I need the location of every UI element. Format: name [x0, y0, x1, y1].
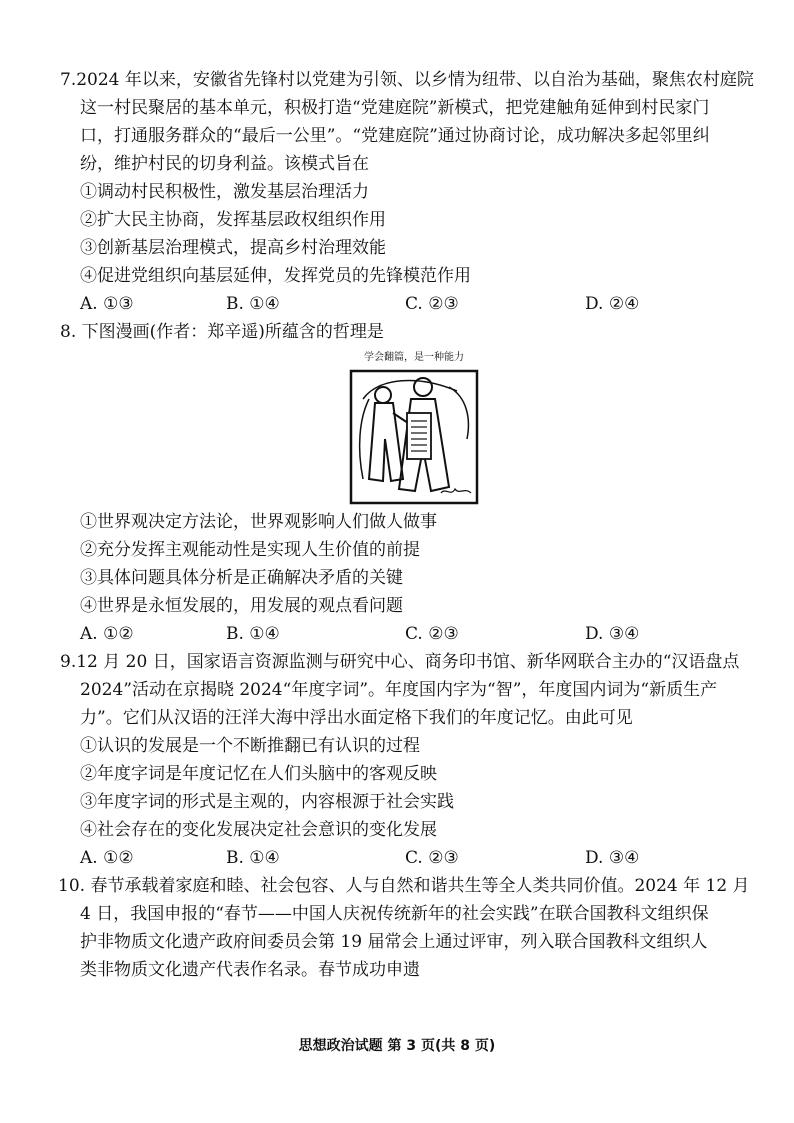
q10-stem-line-4: 类非物质文化遗产代表作名录。春节成功申遗 [80, 960, 420, 980]
q9-option-a: A. ①② [80, 848, 134, 868]
q7-item-1: ①调动村民积极性，激发基层治理活力 [80, 182, 369, 202]
q8-item-3: ③具体问题具体分析是正确解决矛盾的关键 [80, 568, 403, 588]
q7-stem-line-3: 口，打通服务群众的“最后一公里”。“党建庭院”通过协商讨论，成功解决多起邻里纠 [80, 126, 710, 146]
q8-option-c: C. ②③ [405, 624, 459, 644]
q7-item-4: ④促进党组织向基层延伸，发挥党员的先锋模范作用 [80, 266, 471, 286]
q7-stem-line-2: 这一村民聚居的基本单元，积极打造“党建庭院”新模式，把党建触角延伸到村民家门 [80, 98, 710, 118]
q9-item-4: ④社会存在的变化发展决定社会意识的变化发展 [80, 820, 437, 840]
page-footer: 思想政治试题 第 3 页(共 8 页) [298, 1038, 496, 1054]
q7-option-d: D. ②④ [585, 294, 640, 314]
q10-stem-line-2: 4 日，我国申报的“春节——中国人庆祝传统新年的社会实践”在联合国教科文组织保 [80, 904, 709, 924]
q7-item-3: ③创新基层治理模式，提高乡村治理效能 [80, 238, 386, 258]
q8-option-a: A. ①② [80, 624, 134, 644]
q10-stem-line-1: 10. 春节承载着家庭和睦、社会包容、人与自然和谐共生等全人类共同价值。2024 年 12 月 [58, 876, 750, 896]
q7-stem-line-1: 7.2024 年以来，安徽省先锋村以党建为引领、以乡情为纽带、以自治为基础，聚焦农村庭院 [60, 70, 754, 90]
q9-stem-line-2: 2024”活动在京揭晓 2024“年度字词”。年度国内字为“智”，年度国内词为“新质生产 [80, 680, 718, 700]
q9-stem-line-3: 力”。它们从汉语的汪洋大海中浮出水面定格下我们的年度记忆。由此可见 [80, 708, 633, 728]
q10-stem-line-3: 护非物质文化遗产政府间委员会第 19 届常会上通过评审，列入联合国教科文组织人 [80, 932, 708, 952]
q9-option-d: D. ③④ [585, 848, 640, 868]
cartoon-image [349, 369, 479, 505]
cartoon-caption: 学会翻篇，是一种能力 [364, 352, 464, 363]
q7-option-a: A. ①③ [80, 294, 134, 314]
q9-stem-line-1: 9.12 月 20 日，国家语言资源监测与研究中心、商务印书馆、新华网联合主办的“汉语盘点 [60, 652, 740, 672]
q9-item-1: ①认识的发展是一个不断推翻已有认识的过程 [80, 736, 420, 756]
q8-option-d: D. ③④ [585, 624, 640, 644]
q7-option-c: C. ②③ [405, 294, 459, 314]
q7-stem-line-4: 纷，维护村民的切身利益。该模式旨在 [80, 154, 369, 174]
q8-item-2: ②充分发挥主观能动性是实现人生价值的前提 [80, 540, 420, 560]
q7-item-2: ②扩大民主协商，发挥基层政权组织作用 [80, 210, 386, 230]
q7-option-b: B. ①④ [226, 294, 280, 314]
q8-item-4: ④世界是永恒发展的，用发展的观点看问题 [80, 596, 403, 616]
q9-option-c: C. ②③ [405, 848, 459, 868]
q9-item-3: ③年度字词的形式是主观的，内容根源于社会实践 [80, 792, 454, 812]
q8-item-1: ①世界观决定方法论，世界观影响人们做人做事 [80, 512, 437, 532]
q8-stem: 8. 下图漫画(作者：郑辛遥)所蕴含的哲理是 [60, 322, 384, 342]
q8-option-b: B. ①④ [226, 624, 280, 644]
q9-item-2: ②年度字词是年度记忆在人们头脑中的客观反映 [80, 764, 437, 784]
q9-option-b: B. ①④ [226, 848, 280, 868]
